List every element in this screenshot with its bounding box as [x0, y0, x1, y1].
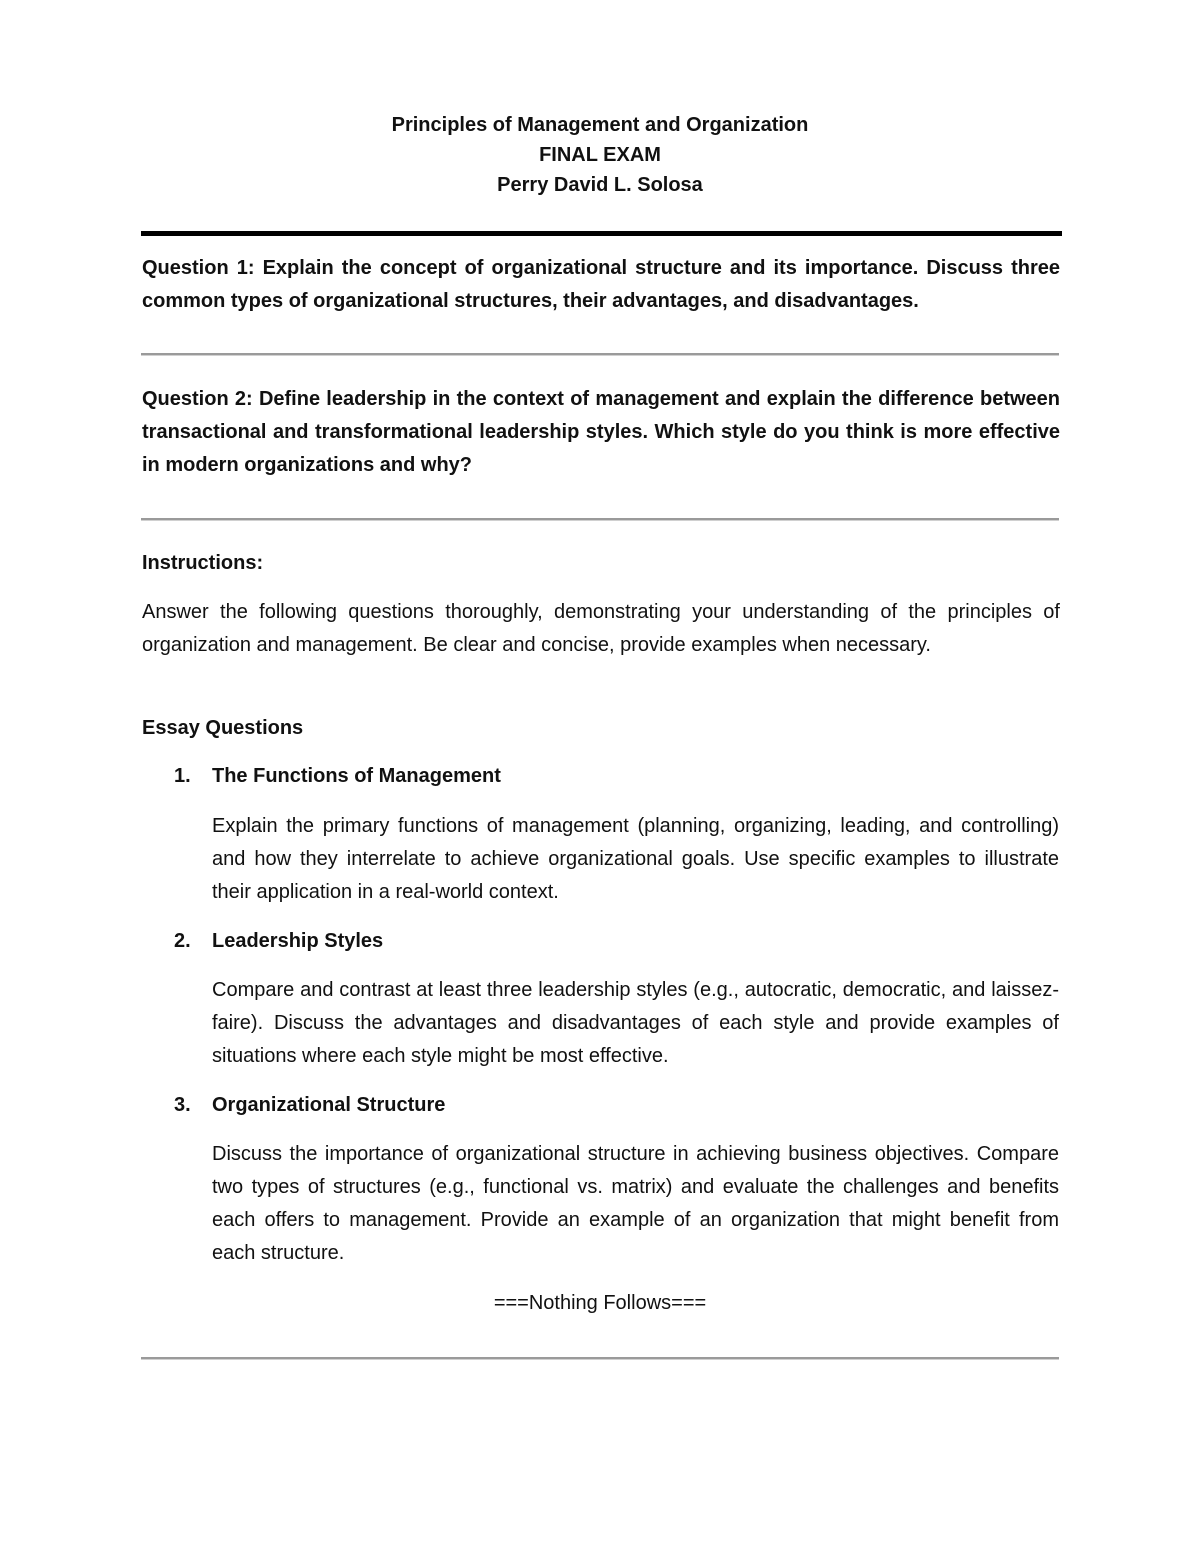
- question-2: Question 2: Define leadership in the context of management and explain the difference between transactional and transformational leadership styles. Which style do you think is more effective in modern organizations and why?: [142, 388, 1060, 476]
- essay-item-3-body: Discuss the importance of organizational structure in achieving business objectives. Compare two types of structures (e.g., functional vs. matrix) and evaluate the challenges and benefits each offers to management. Provide an example of an organization that might benefit from each structure.: [212, 1143, 1059, 1264]
- header-divider: [141, 231, 1062, 236]
- essay-item-title: The Functions of Management: [212, 765, 501, 787]
- essay-item-number: 2.: [174, 930, 191, 952]
- instructions-heading: Instructions:: [142, 552, 264, 574]
- essay-item-number: 1.: [174, 765, 191, 787]
- instructions-body: Answer the following questions thoroughly, demonstrating your understanding of the principles of organization and management. Be clear and concise, provide examples when necessary.: [142, 601, 1060, 656]
- essay-item-2-body: Compare and contrast at least three leadership styles (e.g., autocratic, democratic, and laissez-faire). Discuss the advantages and disadvantages of each style and provide examples of situations where each style might be most effective.: [212, 979, 1059, 1067]
- essay-heading: Essay Questions: [142, 717, 304, 739]
- essay-item-1-body: Explain the primary functions of management (planning, organizing, leading, and controlling) and how they interrelate to achieve organizational goals. Use specific examples to illustrate their application in a real-world context.: [212, 815, 1059, 903]
- essay-item-title: Leadership Styles: [212, 930, 384, 952]
- exam-title: FINAL EXAM: [539, 144, 661, 166]
- course-title: Principles of Management and Organization: [391, 114, 809, 136]
- question-1-divider: [141, 353, 1059, 356]
- author-name: Perry David L. Solosa: [497, 174, 703, 196]
- essay-item-title: Organizational Structure: [212, 1094, 446, 1116]
- footer-divider: [141, 1357, 1059, 1360]
- nothing-follows-note: ===Nothing Follows===: [493, 1292, 707, 1314]
- document-header: [0, 110, 1200, 200]
- question-2-divider: [141, 518, 1059, 521]
- essay-item-number: 3.: [174, 1094, 191, 1116]
- question-1: Question 1: Explain the concept of organizational structure and its importance. Discuss three common types of organizational structures, their advantages, and disadvantages.: [142, 257, 1060, 312]
